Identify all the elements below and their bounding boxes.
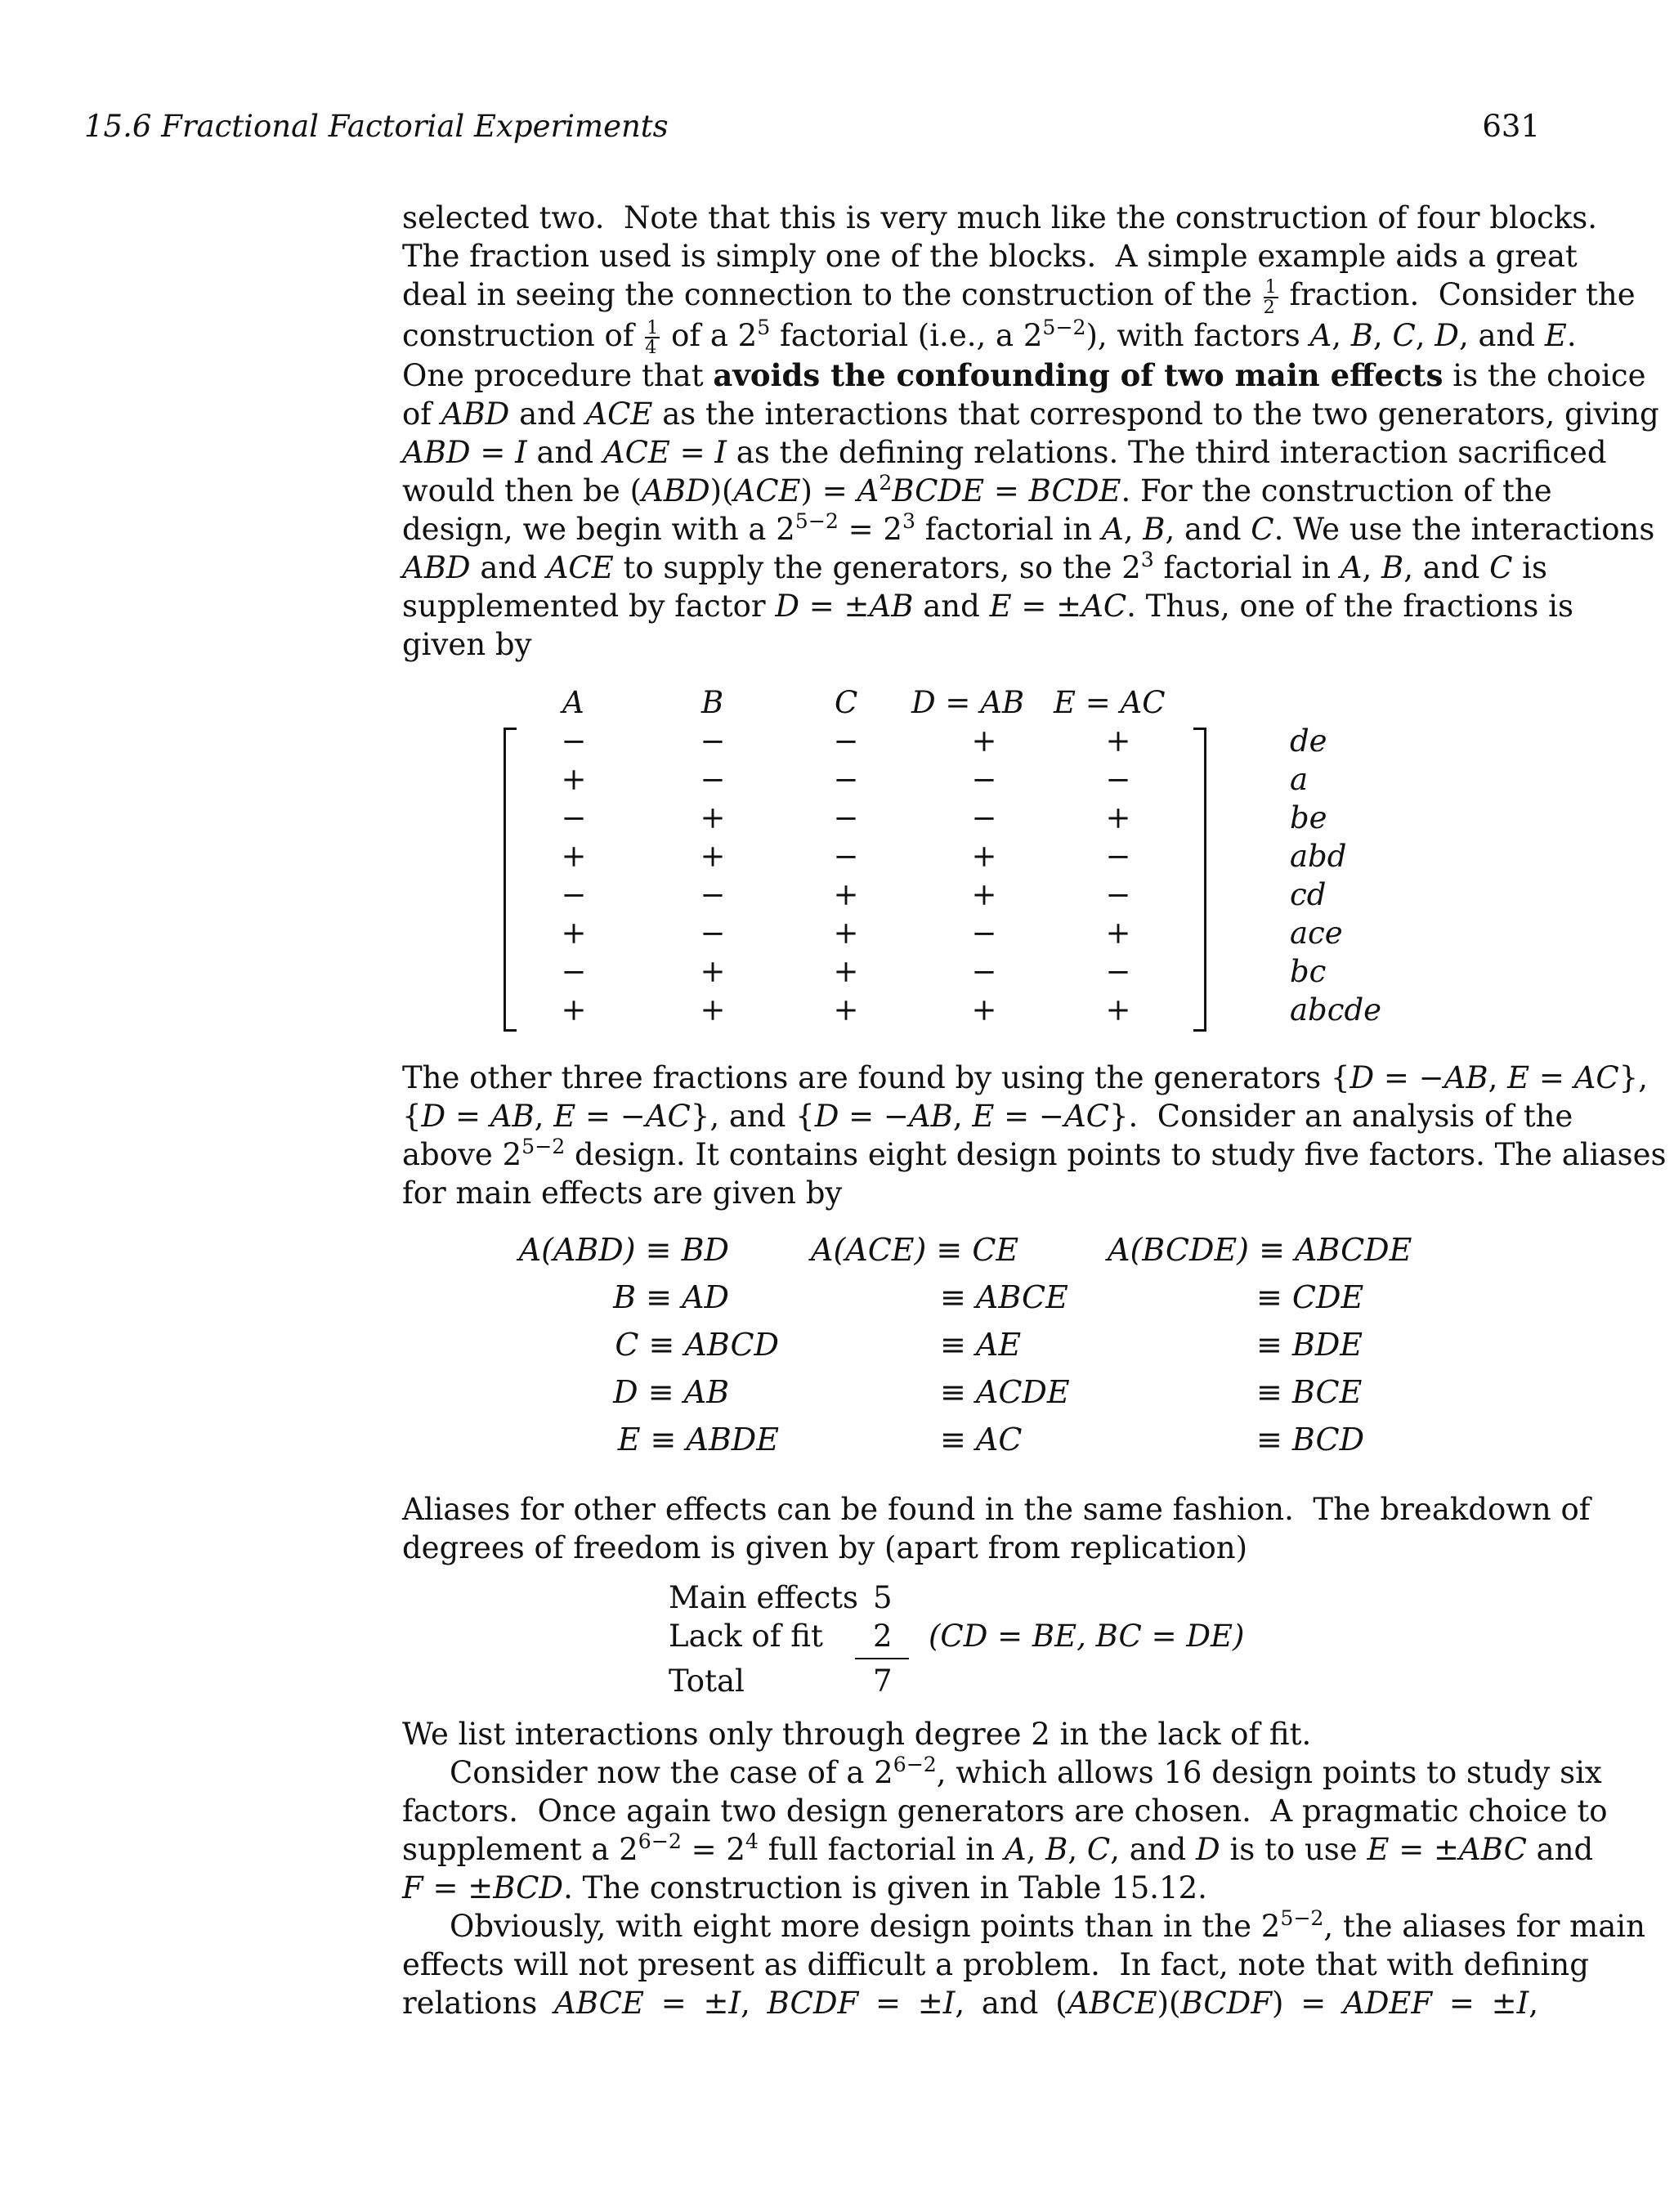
matrix-sign: + (971, 877, 997, 912)
matrix-sign: − (833, 800, 859, 835)
alias-entry: E ≡ ABDE (617, 1422, 779, 1458)
matrix-sign: + (561, 916, 587, 951)
matrix-sign: − (971, 762, 997, 797)
matrix-sign: + (700, 954, 726, 989)
matrix-sign: − (700, 916, 726, 951)
treatment-label: abd (1290, 839, 1347, 874)
matrix-sign: − (700, 877, 726, 912)
df-note: (CD = BE, BC = DE) (929, 1619, 1245, 1654)
matrix-sign: − (971, 800, 997, 835)
alias-entry: ≡ AE (940, 1327, 1022, 1363)
paragraph-other-fractions: The other three fractions are found by using the generators {D = −AB, E = AC}, {D = AB, E = −AC}, and {D = −AB, E = −AC}. Consider an analysis of the above $2^{5-2}$ design. It contains eight design points to study five factors. The aliases for main effects are given by (402, 1060, 1667, 1211)
treatment-label: ace (1290, 916, 1343, 951)
alias-entry: ≡ BDE (1256, 1327, 1363, 1363)
matrix-sign: + (971, 839, 997, 874)
matrix-sign: − (561, 723, 587, 759)
alias-entry: A(ABD) ≡ BD (518, 1232, 729, 1268)
matrix-sign: + (971, 992, 997, 1028)
treatment-label: cd (1290, 877, 1327, 912)
matrix-sign: − (561, 800, 587, 835)
matrix-sign: − (700, 723, 726, 759)
alias-entry: ≡ ACDE (940, 1374, 1070, 1410)
matrix-sign: − (833, 839, 859, 874)
matrix-sign: + (971, 723, 997, 759)
matrix-header: A (562, 685, 584, 720)
matrix-sign: + (561, 839, 587, 874)
matrix-sign: + (1105, 992, 1131, 1028)
left-bracket (504, 728, 517, 1032)
alias-entry: C ≡ ABCD (615, 1327, 779, 1363)
matrix-header: D = AB (911, 685, 1025, 720)
treatment-label: bc (1290, 954, 1327, 989)
matrix-sign: + (561, 992, 587, 1028)
paragraph-26-2: We list interactions only through degree 2 in the lack of fit. Consider now the case of a $2^{6-2}$, which allows 16 design points to study six factors. Once again two design generators are chosen. A pragmatic choice to supplement a $2^{6-2} = 2^4$ full factorial in A, B, C, and D is to use E = ±ABC and F = ±BCD. The construction is given in Table 15.12. Obviously, with eight more design points than in the $2^{5-2}$, the aliases for main effects will not present as difficult a problem. In fact, note that with defining relations ABCE = ±I, BCDF = ±I, and (ABCE)(BCDF) = ADEF = ±I, (402, 1717, 1645, 2021)
treatment-label: be (1290, 800, 1327, 835)
alias-entry: ≡ CDE (1256, 1279, 1364, 1315)
matrix-sign: − (971, 954, 997, 989)
matrix-header: B (701, 685, 724, 720)
df-label: Total (669, 1663, 745, 1699)
matrix-sign: − (561, 877, 587, 912)
matrix-sign: − (1105, 762, 1131, 797)
matrix-sign: + (1105, 916, 1131, 951)
df-value: 7 (873, 1663, 893, 1699)
alias-entry: ≡ BCE (1256, 1374, 1363, 1410)
matrix-sign: − (833, 723, 859, 759)
matrix-sign: + (700, 992, 726, 1028)
alias-entry: A(BCDE) ≡ ABCDE (1108, 1232, 1412, 1268)
matrix-sign: − (833, 762, 859, 797)
matrix-sign: + (700, 839, 726, 874)
matrix-sign: + (833, 954, 859, 989)
matrix-sign: − (1105, 954, 1131, 989)
df-value: 2 (873, 1619, 893, 1654)
df-label: Lack of fit (669, 1619, 823, 1654)
matrix-sign: + (561, 762, 587, 797)
alias-entry: D ≡ AB (613, 1374, 729, 1410)
page-number: 631 (1482, 109, 1540, 144)
treatment-label: abcde (1290, 992, 1382, 1028)
matrix-sign: − (971, 916, 997, 951)
alias-entry: ≡ AC (940, 1422, 1023, 1458)
matrix-sign: + (833, 877, 859, 912)
matrix-sign: − (1105, 877, 1131, 912)
matrix-sign: + (833, 916, 859, 951)
matrix-sign: + (1105, 800, 1131, 835)
treatment-label: de (1290, 723, 1327, 759)
matrix-sign: − (561, 954, 587, 989)
right-bracket (1193, 728, 1206, 1032)
df-value: 5 (873, 1580, 893, 1615)
paragraph-aliases-other: Aliases for other effects can be found in the same fashion. The breakdown of degrees of freedom is given by (apart from replication) (402, 1492, 1591, 1565)
alias-entry: ≡ ABCE (940, 1279, 1068, 1315)
alias-entry: B ≡ AD (613, 1279, 729, 1315)
matrix-sign: + (1105, 723, 1131, 759)
matrix-sign: + (700, 800, 726, 835)
matrix-header: C (835, 685, 858, 720)
matrix-sign: − (1105, 839, 1131, 874)
df-sum-rule (855, 1658, 909, 1659)
running-title: 15.6 Fractional Factorial Experiments (84, 109, 669, 144)
treatment-label: a (1290, 762, 1309, 797)
alias-entry: ≡ BCD (1256, 1422, 1365, 1458)
matrix-header: E = AC (1054, 685, 1166, 720)
alias-entry: A(ACE) ≡ CE (811, 1232, 1019, 1268)
matrix-sign: − (700, 762, 726, 797)
paragraph-intro: selected two. Note that this is very much like the construction of four blocks. The fraction used is simply one of the blocks. A simple example aids a great deal in seeing the connection to the construction of the $\frac{1}{2}$ fraction. Consider the construction of $\frac{1}{4}$ of a $2^5$ factorial (i.e., a $2^{5-2}$), with factors A, B, C, D, and E. One procedure that avoids the confounding of two main effects is the choice of ABD and ACE as the interactions that correspond to the two generators, giving ABD = I and ACE = I as the defining relations. The third interaction sacrificed would then be $(ABD)(ACE) = A^2BCDE$ = BCDE. For the construction of the design, we begin with a $2^{5-2} = 2^3$ factorial in A, B, and C. We use the interactions ABD and ACE to supply the generators, so the $2^3$ factorial in A, B, and C is supplemented by factor D = ±AB and E = ±AC. Thus, one of the fractions is given by (402, 200, 1659, 663)
matrix-sign: + (833, 992, 859, 1028)
df-label: Main effects (669, 1580, 859, 1615)
